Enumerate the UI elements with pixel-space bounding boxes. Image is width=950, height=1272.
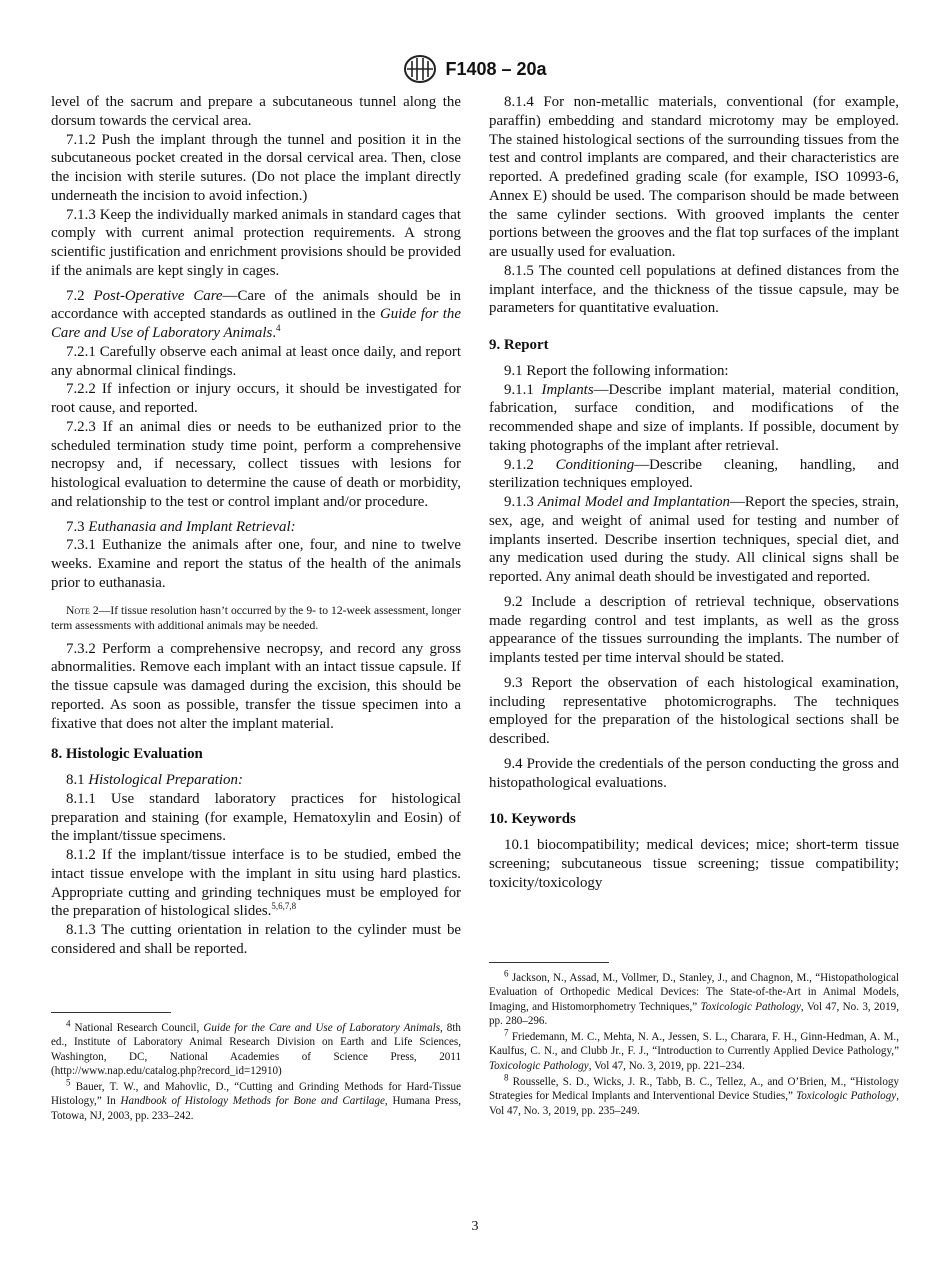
paragraph-9-1-3: 9.1.3 Animal Model and Implantation—Report the species, strain, sex, age, and weight of animal used for testing and number of implants inserted. Describe insertion techniques, special diet, and any medication used during the study. All clinical signs shall be reported. Any animal death should be investigated and reported. [489, 494, 899, 585]
paragraph-7-2-1: 7.2.1 Carefully observe each animal at least once daily, and report any abnormal clinical findings. [51, 343, 461, 379]
page-number: 3 [471, 1219, 479, 1234]
footnote-divider [489, 962, 609, 963]
paragraph-8-1-1: 8.1.1 Use standard laboratory practices for histological preparation and staining (for example, Hematoxylin and Eosin) of the implant/tissue specimens. [51, 790, 461, 845]
footnote-5: $^5$ Bauer, T. W., and Mahovlic, D., “Cutting and Grinding Methods for Hard-Tissue Histology,” In Handbook of Histology Methods for Bone and Cartilage, Humana Press, Totowa, NJ, 2003, pp. 233–242. [51, 1077, 461, 1122]
paragraph: level of the sacrum and prepare a subcutaneous tunnel along the dorsum towards the cervical area. [51, 94, 461, 129]
section-heading-8: 8. Histologic Evaluation [51, 746, 203, 763]
footnotes-left [51, 1012, 461, 1125]
footnote-4: $^4$ National Research Council, Guide for the Care and Use of Laboratory Animals, 8th ed., Institute of Laboratory Animal Research Division on Earth and Life Sciences, Washington, DC, National Academies of Science Press, 2011 (http://www.nap.edu/catalog.php?record_id=12910) [51, 1018, 461, 1077]
page-header [0, 52, 950, 86]
note-2: Note 2—If tissue resolution hasn’t occurred by the 9- to 12-week assessment, longer term assessments with additional animals may be needed. [51, 603, 461, 632]
paragraph-9-1-1: 9.1.1 Implants—Describe implant material, material condition, fabrication, surface condition, and modifications of the recommended shape and size of implants. If possible, document by taking photographs of the implant after retrieval. [489, 381, 899, 454]
paragraph-7-2-3: 7.2.3 If an animal dies or needs to be euthanized prior to the scheduled termination study time point, perform a comprehensive necropsy and, if necessary, collect tissues with lesions for histological evaluation to determine the cause of death or morbidity, and relationship to the test or control implant and/or procedure. [51, 418, 461, 510]
paragraph-8-1-5: 8.1.5 The counted cell populations at defined distances from the implant interface, and the thickness of the tissue capsule, may be parameters for quantitative evaluation. [489, 262, 899, 317]
paragraph-9-1-2: 9.1.2 Conditioning—Describe cleaning, handling, and sterilization techniques employed. [489, 456, 899, 492]
footnote-8: $^8$ Rousselle, S. D., Wicks, J. R., Tabb, B. C., Tellez, A., and O’Brien, M., “Histology Strategies for Medical Implants and Interventional Device Studies,” Toxicologic Pathology, Vol 47, No. 3, 2019, pp. 235–249. [489, 1072, 899, 1117]
paragraph-7-3-2: 7.3.2 Perform a comprehensive necropsy, and record any gross abnormalities. Remove each implant with an intact tissue capsule. If the tissue capsule was damaged during the excision, this should be reported. As soon as possible, transfer the tissue specimen into a fixative that does not alter the implant material. [51, 640, 461, 732]
footnote-6: $^6$ Jackson, N., Assad, M., Vollmer, D., Stanley, J., and Chagnon, M., “Histopathological Evaluation of Orthopedic Medical Devices: The State-of-the-Art in Animal Models, Imaging, and Histomorphometry Techniques,” Toxicologic Pathology, Vol 47, No. 3, 2019, pp. 280–296. [489, 968, 899, 1027]
paragraph-8-1-3: 8.1.3 The cutting orientation in relation to the cylinder must be considered and shall be reported. [51, 922, 461, 957]
paragraph-9-2: 9.2 Include a description of retrieval technique, observations made regarding control and test implants, as well as the gross appearance of the tissues surrounding the implants. The number of implants tested per time interval should be stated. [489, 593, 899, 666]
paragraph-7-1-3: 7.1.3 Keep the individually marked animals in standard cages that comply with current animal protection requirements. A strong scientific justification and enrichment provisions should be provided if the animals are kept singly in cages. [51, 206, 461, 279]
footnote-ref: 4 [276, 323, 281, 334]
paragraph-9-4: 9.4 Provide the credentials of the person conducting the gross and histopathological evaluations. [489, 755, 899, 791]
paragraph-8-1-2: 8.1.2 If the implant/tissue interface is to be studied, embed the intact tissue envelope with the implant in situ using hard plastics. Appropriate cutting and grinding techniques must be employed for the preparation of histological slides.$^{5,6,7,8}$ [51, 847, 461, 920]
left-column [51, 93, 461, 959]
paragraph-9-3: 9.3 Report the observation of each histological examination, including representative photomicrographs. The techniques employed for the preparation of the histological sections shall be described. [489, 674, 899, 747]
paragraph-10-1: 10.1 biocompatibility; medical devices; mice; short-term tissue screening; subcutaneous tissue screening; tissue compatibility; toxicity/toxicology [489, 837, 899, 891]
paragraph-8-1-4: 8.1.4 For non-metallic materials, conventional (for example, paraffin) embedding and standard microtomy may be employed. The stained histological sections of the surrounding tissues from the test and control implants are compared, and their characteristics are reported. A predefined grading scale (for example, ISO 10993-6, Annex E) should be used. The comparison should be made between the same cylinder sections. With grooved implants the center portions between the grooves and the flat top surfaces of the implant are usually used for evaluation. [489, 94, 899, 260]
section-7-2: 7.2 Post-Operative Care—Care of the animals should be in accordance with accepted standards as outlined in the Guide for the Care and Use of Laboratory Animals.$^4$ [51, 287, 461, 341]
section-8-1: 8.1 Histological Preparation: [66, 772, 243, 788]
document-id: F1408 – 20a [445, 58, 547, 79]
paragraph-7-1-2: 7.1.2 Push the implant through the tunnel and position it in the subcutaneous pocket created in the dorsal cervical area. Then, close the incision with sterile sutures. (Do not place the implant directly underneath the incision to avoid infection.) [51, 131, 461, 204]
footnote-ref: 5,6,7,8 [271, 901, 297, 912]
paragraph-7-2-2: 7.2.2 If infection or injury occurs, it should be investigated for root cause, and reported. [51, 381, 461, 416]
paragraph-7-3-1: 7.3.1 Euthanize the animals after one, four, and nine to twelve weeks. Examine and report the status of the health of the animals prior to euthanasia. [51, 537, 461, 591]
paragraph-9-1: 9.1 Report the following information: [504, 362, 729, 379]
section-heading-10: 10. Keywords [489, 811, 576, 828]
footnote-divider [51, 1012, 171, 1013]
section-7-3: 7.3 Euthanasia and Implant Retrieval: [66, 518, 296, 535]
right-column [489, 93, 899, 892]
footnotes-right [489, 962, 899, 1120]
astm-logo-icon [403, 54, 437, 84]
footnote-7: $^7$ Friedemann, M. C., Mehta, N. A., Jessen, S. L., Charara, F. H., Ginn-Hedman, A. M., Kaulfus, C. N., and Clubb Jr., F. J., “Introduction to Currently Applied Device Pathology,” Toxicologic Pathology, Vol 47, No. 3, 2019, pp. 221–234. [489, 1027, 899, 1072]
section-heading-9: 9. Report [489, 337, 549, 353]
